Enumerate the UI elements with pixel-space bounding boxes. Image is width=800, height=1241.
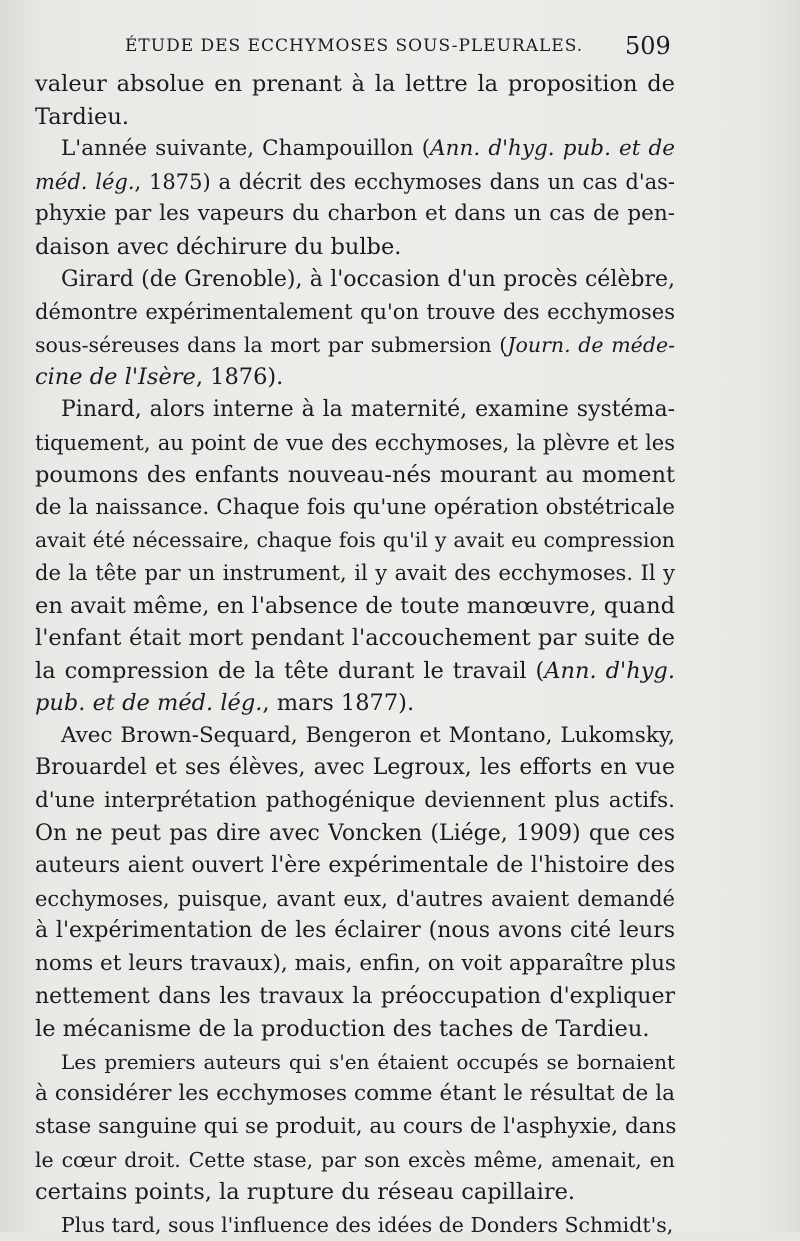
text-segment: , 1876). (195, 364, 284, 391)
text-line (35, 981, 675, 1014)
text-segment: avait été nécessaire, chaque fois qu'il y avait eu compression (35, 528, 675, 553)
text-line (35, 1209, 675, 1241)
text-segment: à considérer les ecchymoses comme étant le résultat de la (35, 1081, 675, 1107)
text-segment: sous-séreuses dans la mort par submersion ( (35, 332, 508, 357)
text-segment: auteurs aient ouvert l'ère expérimentale de l'histoire des (35, 853, 675, 879)
italic-citation: Ann. d'hyg. (544, 657, 675, 684)
text-line (35, 68, 675, 101)
text-line (35, 687, 675, 720)
text-segment: Les premiers auteurs qui s'en étaient occupés se bornaient (61, 1049, 675, 1074)
text-line (35, 1176, 675, 1209)
text-line (35, 915, 675, 948)
text-segment: de la tête par un instrument, il y avait des ecchymoses. Il y (35, 560, 675, 585)
text-line (35, 818, 675, 851)
text-segment: , mars 1877). (262, 690, 415, 717)
text-line (35, 622, 675, 655)
text-line (35, 720, 675, 753)
text-line (35, 655, 675, 688)
text-segment: nettement dans les travaux la préoccupation d'expliquer (35, 983, 675, 1009)
text-segment: daison avec déchirure du bulbe. (35, 233, 402, 260)
text-line (35, 948, 675, 981)
body-text (35, 68, 675, 1241)
text-line (35, 1144, 675, 1177)
text-line (35, 231, 675, 264)
running-title: ÉTUDE DES ECCHYMOSES SOUS-PLEURALES. (125, 36, 584, 56)
text-segment: de la naissance. Chaque fois qu'une opération obstétricale (35, 494, 675, 520)
text-segment: démontre expérimentalement qu'on trouve des ecchymoses (35, 300, 675, 325)
text-line (35, 101, 675, 134)
text-line (35, 264, 675, 297)
italic-citation: méd. lég. (35, 169, 135, 194)
text-line (35, 1046, 675, 1079)
text-line (35, 1078, 675, 1111)
text-segment: noms et leurs travaux), mais, enfin, on voit apparaître plus (35, 951, 676, 977)
text-line (35, 492, 675, 525)
text-segment: Avec Brown-Sequard, Bengeron et Montano, Lukomsky, (61, 722, 675, 748)
text-segment: la compression de la tête durant le travail ( (35, 657, 545, 684)
text-line (35, 459, 675, 492)
text-segment: Brouardel et ses élèves, avec Legroux, les efforts en vue (35, 755, 675, 781)
italic-citation: Journ. de méde- (507, 332, 675, 357)
text-segment: phyxie par les vapeurs du charbon et dans un cas de pen- (35, 201, 675, 227)
running-head (0, 30, 800, 66)
text-line (35, 198, 675, 231)
text-segment: Girard (de Grenoble), à l'occasion d'un procès célèbre, (61, 266, 675, 292)
text-line (35, 752, 675, 785)
text-segment: en avait même, en l'absence de toute manœuvre, quand (35, 592, 675, 619)
italic-citation: cine de l'Isère (35, 364, 196, 391)
text-line (35, 883, 675, 916)
text-line (35, 1111, 675, 1144)
text-line (35, 166, 675, 199)
text-segment: On ne peut pas dire avec Voncken (Liége, 1909) que ces (35, 820, 675, 846)
text-segment: tiquement, au point de vue des ecchymoses, la plèvre et les (35, 430, 675, 455)
text-segment: Pinard, alors interne à la maternité, examine systéma- (61, 396, 675, 422)
text-line (35, 394, 675, 427)
text-segment: poumons des enfants nouveau-nés mourant au moment (35, 462, 675, 489)
text-segment: le cœur droit. Cette stase, par son excès même, amenait, en (35, 1147, 675, 1172)
text-line (35, 557, 675, 590)
text-segment: le mécanisme de la production des taches de Tardieu. (35, 1016, 650, 1043)
text-segment: l'enfant était mort pendant l'accouchement par suite de (35, 625, 675, 652)
text-segment: ecchymoses, puisque, avant eux, d'autres avaient demandé (35, 886, 675, 911)
text-line (35, 329, 675, 362)
text-line (35, 427, 675, 460)
text-segment: , 1875) a décrit des ecchymoses dans un cas d'as- (134, 169, 675, 194)
italic-citation: Ann. d'hyg. pub. et de (430, 136, 675, 162)
text-line (35, 785, 675, 818)
text-segment: d'une interprétation pathogénique deviennent plus actifs. (35, 788, 675, 814)
text-line (35, 361, 675, 394)
text-segment: valeur absolue en prenant à la lettre la proposition de (35, 71, 675, 97)
text-line (35, 590, 675, 623)
text-line (35, 133, 675, 166)
text-segment: certains points, la rupture du réseau capillaire. (35, 1179, 576, 1206)
text-segment: L'année suivante, Champouillon ( (61, 136, 431, 162)
italic-citation: pub. et de méd. lég. (35, 690, 263, 717)
text-line (35, 296, 675, 329)
text-line (35, 524, 675, 557)
text-segment: Plus tard, sous l'influence des idées de Donders Schmidt's, (61, 1212, 674, 1237)
page-number: 509 (625, 32, 671, 60)
text-segment: stase sanguine qui se produit, au cours de l'asphyxie, dans (35, 1114, 677, 1139)
text-segment: Tardieu. (35, 103, 129, 130)
text-segment: à l'expérimentation de les éclairer (nous avons cité leurs (35, 918, 675, 944)
text-line (35, 1013, 675, 1046)
text-line (35, 850, 675, 883)
